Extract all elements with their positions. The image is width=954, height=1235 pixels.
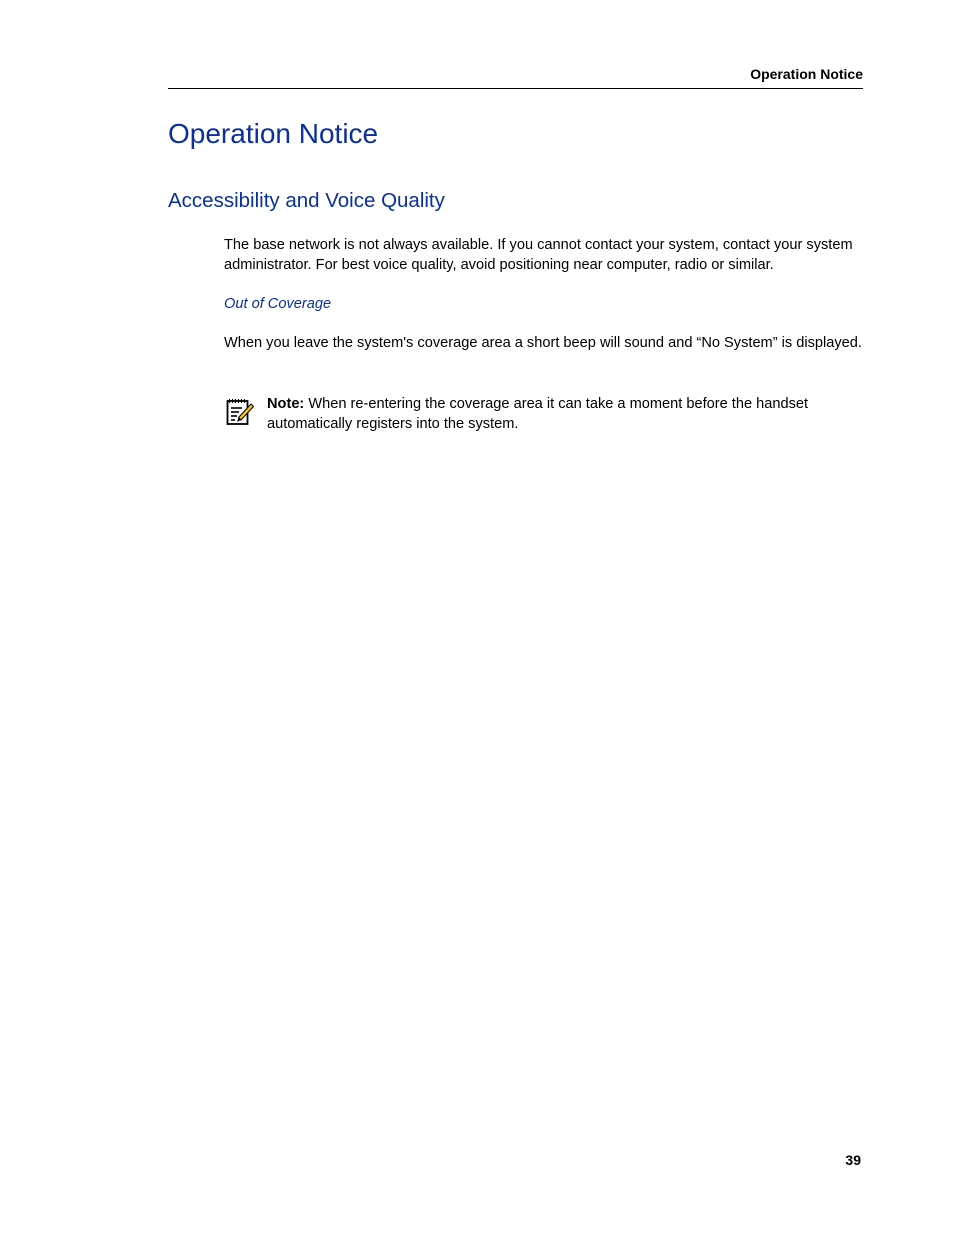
coverage-paragraph: When you leave the system's coverage area a short beep will sound and “No System” is displayed. [224,335,862,351]
subsection-title: Out of Coverage [224,296,332,312]
chapter-title: Operation Notice [168,118,379,149]
note-label: Note: [267,396,305,412]
note-body: When re-entering the coverage area it can take a moment before the handset automatically registers into the system. [267,396,809,432]
note-text [267,394,867,434]
running-header [168,66,863,89]
intro-paragraph: The base network is not always available. If you cannot contact your system, contact your system administrator. For best voice quality, avoid positioning near computer, radio or similar. [224,237,853,273]
section-title: Accessibility and Voice Quality [168,189,445,212]
note-pencil-icon [226,398,254,426]
page-number: 39 [845,1152,861,1168]
running-header-title: Operation Notice [750,66,863,82]
